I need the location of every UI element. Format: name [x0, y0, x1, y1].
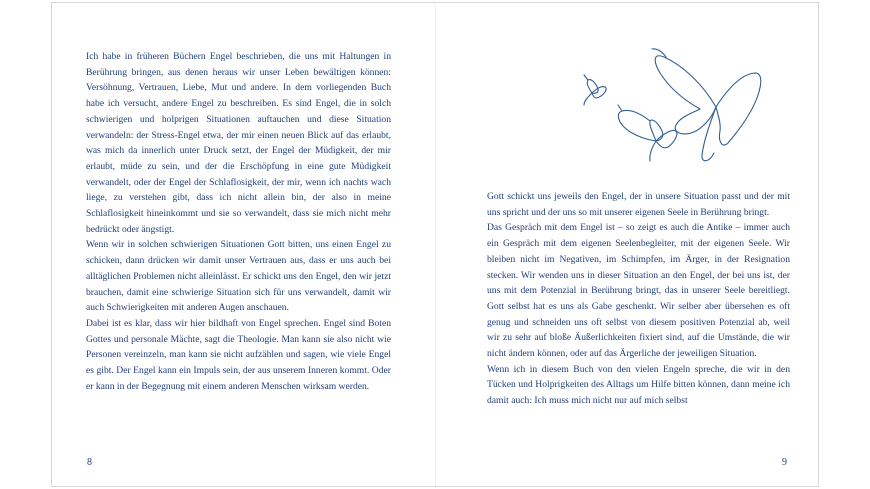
left-paragraph-2: Wenn wir in solchen schwierigen Situationen Gott bitten, uns einen Engel zu schicken, dann drücken wir damit unser Vertrauen aus, dass er uns auch bei alltäglichen Problemen nicht alleinlässt. Er schickt uns den Engel, den wir jetzt brauchen, damit eine schwierige Situation sich für uns verwandelt, damit wir auch Schwierigkeiten mit anderen Augen anschauen. [86, 239, 391, 314]
right-paragraph-3: Wenn ich in diesem Buch von den vielen Engeln spreche, die wir in den Tücken und Holprigkeiten des Alltags um Hilfe bitten können, dann meine ich damit auch: Ich muss mich nicht nur auf mich selbst [487, 363, 790, 407]
left-page-number: 8 [87, 457, 92, 468]
right-paragraph-1: Gott schickt uns jeweils den Engel, der in unsere Situation passt und der mit uns spricht und der uns so mit unserer eigenen Seele in Berührung bringt. [487, 191, 790, 218]
right-page-text [487, 189, 790, 409]
left-paragraph-1: Ich habe in früheren Büchern Engel beschrieben, die uns mit Haltungen in Berührung bringen, aus denen heraus wir unser Leben bewältigen können: Versöhnung, Vertrauen, Liebe, Mut und andere. In dem vorliegenden Buch habe ich versucht, andere Engel zu beschreiben. Es sind Engel, die in solch schwierigen und holprigen Situationen auftauchen und diese Situation verwandeln: der Stress-Engel etwa, der mir einen neuen Blick auf das erlaubt, was mich da innerlich unter Druck setzt, der Engel der Müdigkeit, der mir erlaubt, müde zu sein, und der die Erschöpfung in eine gute Müdigkeit verwandelt, oder der Engel der Schlaflosigkeit, der mir, wenn ich nachts wach liege, zu verstehen gibt, dass ich nicht allein bin, der also in meine Schlaflosigkeit hineinkommt und sie so verwandelt, dass sie mich nicht mehr bedrückt oder ängstigt. [86, 51, 391, 235]
right-paragraph-2: Das Gespräch mit dem Engel ist – so zeigt es auch die Antike – immer auch ein Gespräch mit dem eigenen Seelenbegleiter, mit der eigenen Seele. Wir bleiben nicht im Negativen, im Schimpfen, im Ärger, in der Resignation stecken. Wir wenden uns in dieser Situation an den Engel, der bei uns ist, der uns mit dem Potenzial in Berührung bringt, das in unserer Seele bereitliegt. Gott selbst hat es uns als Gabe geschenkt. Wir selber aber übersehen es oft genug und schneiden uns oft selbst von diesem positiven Potenzial ab, weil wir zu sehr auf bloße Äußerlichkeiten fixiert sind, auf die Umstände, die wir nicht ändern können, oder auf das Ärgerliche der jeweiligen Situation. [487, 222, 790, 360]
book-spread [51, 2, 819, 487]
page-gutter [435, 3, 436, 486]
left-page-text [86, 49, 391, 394]
right-page-number: 9 [782, 457, 787, 468]
butterflies-line-drawing-icon [504, 43, 764, 173]
left-paragraph-3: Dabei ist es klar, dass wir hier bildhaft von Engel sprechen. Engel sind Boten Gottes und personale Mächte, sagt die Theologie. Man kann sie also nicht wie Personen vereinzeln, man kann sie nicht aufzählen und sagen, wie viele Engel es gibt. Der Engel kann ein Impuls sein, der aus unserem Inneren kommt. Oder er kann in der Begegnung mit einem anderen Menschen wirksam werden. [86, 317, 391, 392]
